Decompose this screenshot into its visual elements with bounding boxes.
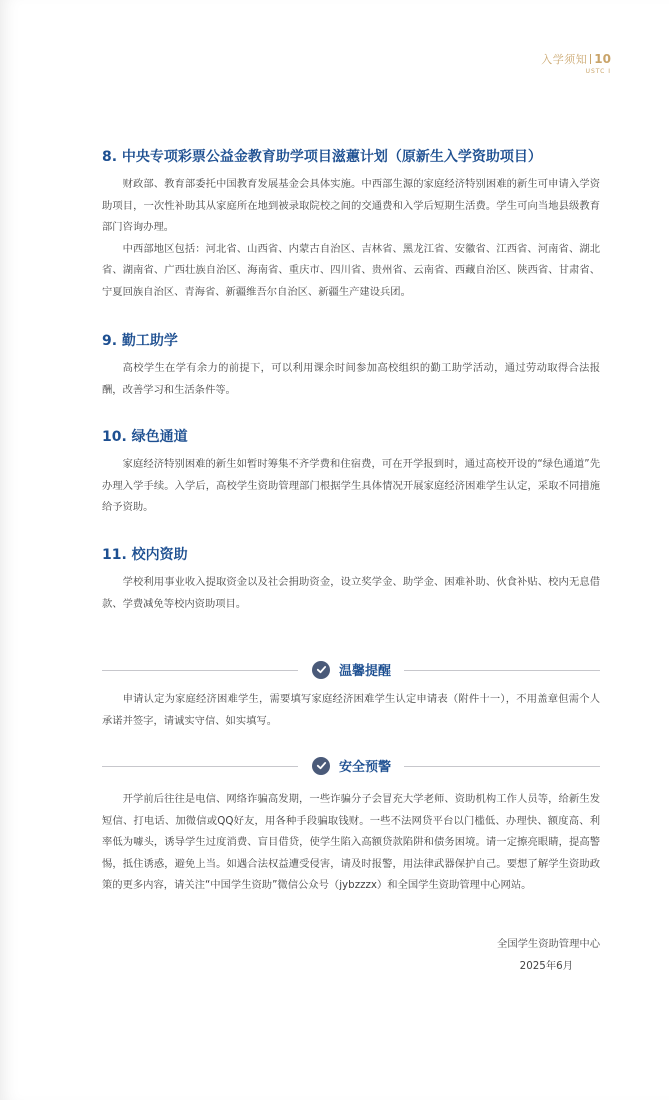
warning-label: 安全预警 bbox=[339, 760, 392, 775]
section-11 bbox=[102, 544, 600, 615]
check-circle-icon bbox=[312, 661, 330, 679]
section-10 bbox=[102, 426, 600, 519]
section-9 bbox=[102, 330, 600, 401]
section-paragraph: 财政部、教育部委托中国教育发展基金会具体实施。中西部生源的家庭经济特别困难的新生可申请入学资助项目，一次性补助其从家庭所在地到被录取院校之间的交通费和入学后短期生活费。学生可向当地县级教育部门咨询办理。 bbox=[102, 178, 600, 233]
page-header bbox=[541, 48, 611, 75]
divider-line bbox=[404, 766, 600, 767]
divider-line bbox=[102, 670, 298, 671]
divider-line bbox=[404, 670, 600, 671]
signature-org: 全国学生资助管理中心 bbox=[497, 938, 600, 950]
warning-body bbox=[102, 789, 600, 897]
header-separator bbox=[590, 54, 591, 64]
section-title: 10. 绿色通道 bbox=[102, 429, 188, 445]
section-paragraph: 高校学生在学有余力的前提下，可以利用课余时间参加高校组织的勤工助学活动，通过劳动取得合法报酬，改善学习和生活条件等。 bbox=[102, 362, 600, 396]
page-number: 10 bbox=[594, 52, 611, 66]
header-title: 入学须知 bbox=[541, 53, 588, 66]
reminder-divider bbox=[102, 660, 600, 682]
section-paragraph: 家庭经济特别困难的新生如暂时筹集不齐学费和住宿费，可在开学报到时，通过高校开设的“绿色通道”先办理入学手续。入学后，高校学生资助管理部门根据学生具体情况开展家庭经济困难学生认定，采取不同措施给予资助。 bbox=[102, 458, 600, 513]
signature-date: 2025年6月 bbox=[519, 960, 573, 972]
section-paragraph: 学校利用事业收入提取资金以及社会捐助资金，设立奖学金、助学金、困难补助、伙食补贴、校内无息借款、学费减免等校内资助项目。 bbox=[102, 576, 600, 610]
reminder-badge bbox=[312, 660, 391, 679]
check-circle-icon bbox=[312, 757, 330, 775]
section-title: 11. 校内资助 bbox=[102, 547, 188, 563]
header-subtitle: USTC I bbox=[585, 68, 611, 75]
signature-block bbox=[420, 933, 600, 977]
section-8 bbox=[102, 146, 600, 303]
section-title: 9. 勤工助学 bbox=[102, 333, 178, 349]
reminder-body bbox=[102, 689, 600, 732]
warning-divider bbox=[102, 756, 600, 778]
reminder-label: 温馨提醒 bbox=[339, 664, 392, 679]
warning-badge bbox=[312, 756, 391, 775]
section-paragraph: 中西部地区包括：河北省、山西省、内蒙古自治区、吉林省、黑龙江省、安徽省、江西省、河南省、湖北省、湖南省、广西壮族自治区、海南省、重庆市、四川省、贵州省、云南省、西藏自治区、陕西省、甘肃省、宁夏回族自治区、青海省、新疆维吾尔自治区、新疆生产建设兵团。 bbox=[102, 242, 600, 298]
reminder-text: 申请认定为家庭经济困难学生，需要填写家庭经济困难学生认定申请表（附件十一），不用盖章但需个人承诺并签字，请诚实守信、如实填写。 bbox=[102, 693, 600, 727]
warning-text: 开学前后往往是电信、网络诈骗高发期，一些诈骗分子会冒充大学老师、资助机构工作人员等，给新生发短信、打电话、加微信或QQ好友，用各种手段骗取钱财。一些不法网贷平台以门槛低、办理快、额度高、利率低为噱头，诱导学生过度消费、盲目借贷，使学生陷入高额贷款陷阱和债务困境。请一定擦亮眼睛，提高警惕，抵住诱惑，避免上当。如遇合法权益遭受侵害，请及时报警，用法律武器保护自己。要想了解学生资助政策的更多内容，请关注“中国学生资助”微信公众号（jybzzzx）和全国学生资助管理中心网站。 bbox=[102, 793, 600, 891]
section-title: 8. 中央专项彩票公益金教育助学项目滋蕙计划（原新生入学资助项目） bbox=[102, 149, 542, 165]
divider-line bbox=[102, 766, 298, 767]
